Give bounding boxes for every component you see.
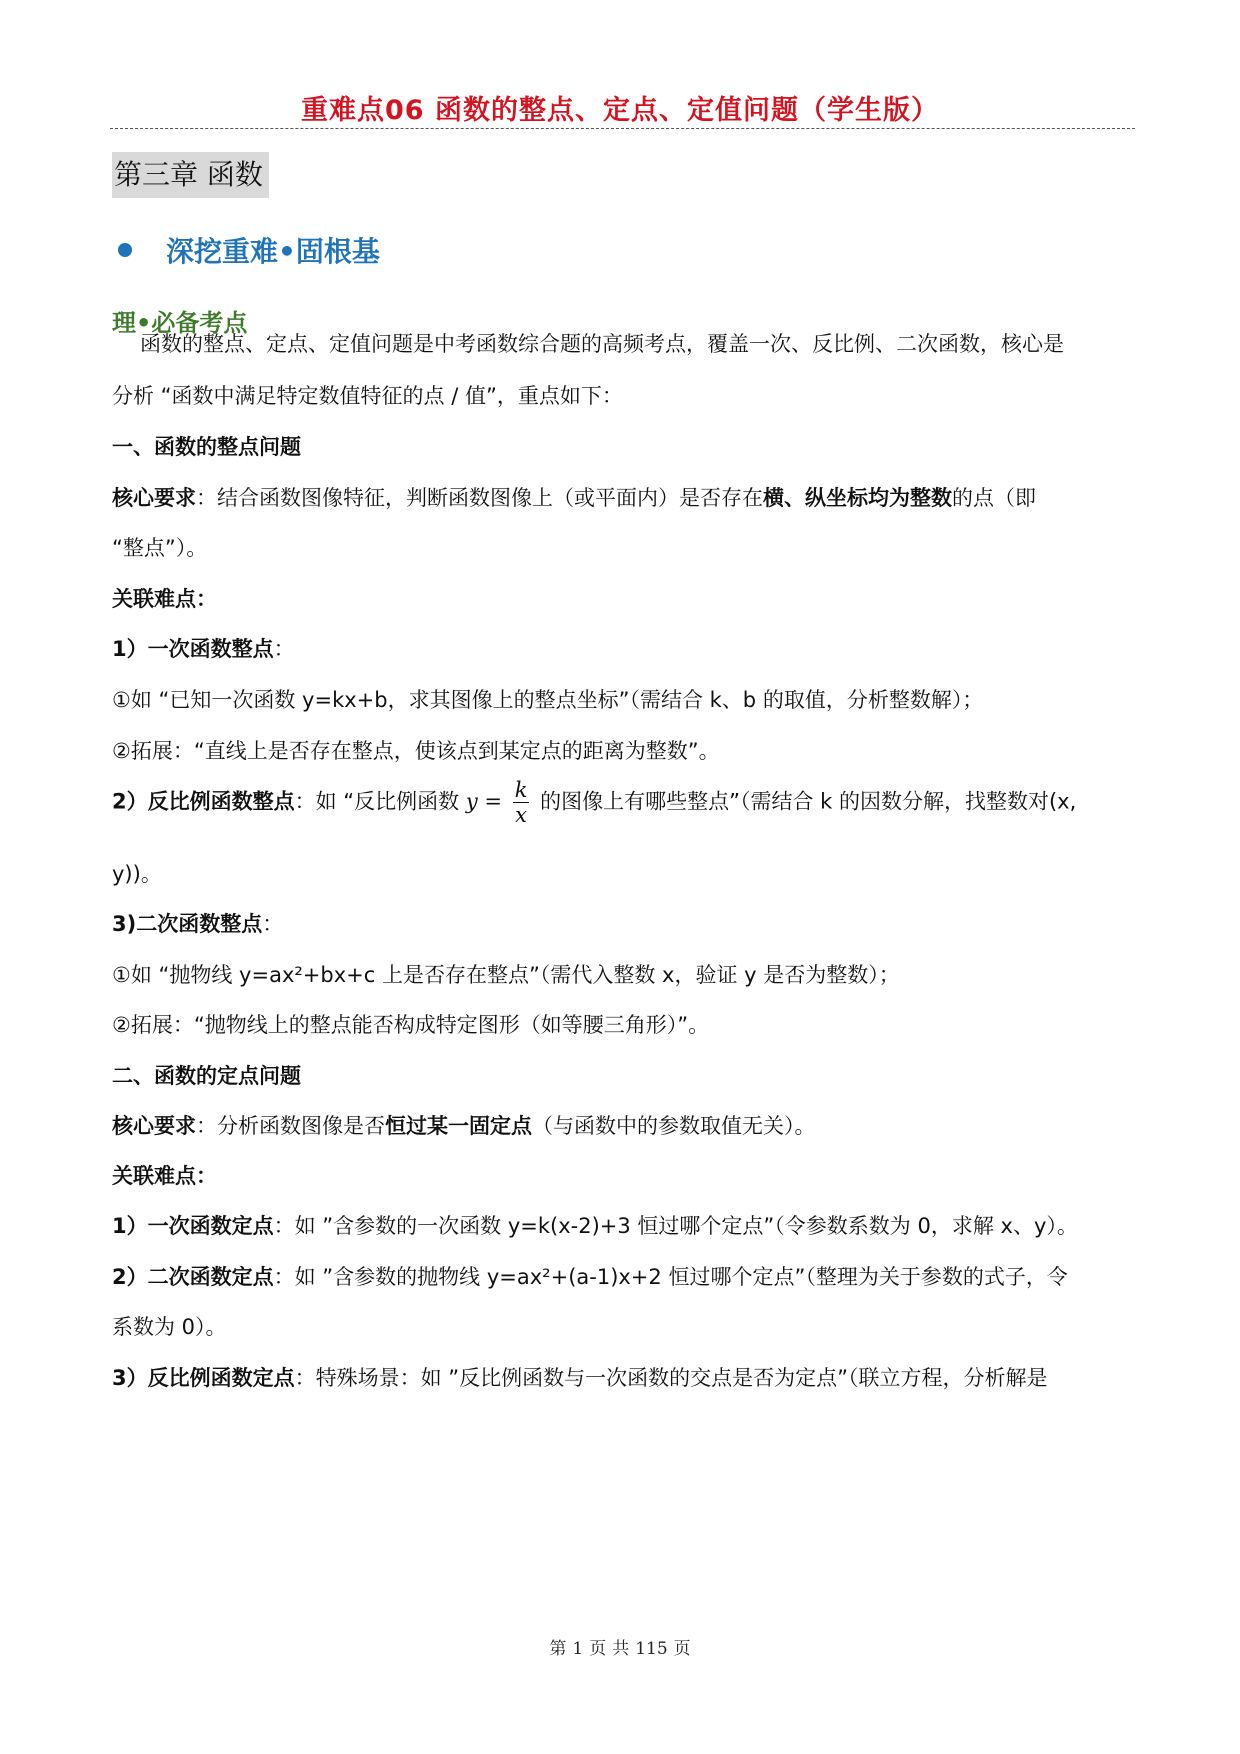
section-title: 深挖重难•固根基	[166, 235, 380, 268]
footer-di: 第	[549, 1639, 567, 1659]
fraction-k-over-x	[513, 778, 530, 827]
item1-colon: ：	[273, 637, 295, 661]
page-number: 1	[572, 1639, 584, 1659]
fraction-numerator: k	[514, 778, 528, 802]
core-bold: 横、纵坐标均为整数	[763, 486, 952, 510]
page-total: 115	[635, 1639, 668, 1659]
part1-item3-a: ①如 “抛物线 y=ax²+bx+c 上是否存在整点”（需代入整数 x，验证 y 是否为整数）；	[112, 963, 900, 987]
part2-item2	[112, 1261, 1068, 1291]
part2-item3	[112, 1362, 1048, 1392]
item3-colon: ：	[262, 912, 284, 936]
core-text-b: 的点（即	[952, 486, 1036, 510]
footer-gong: 共	[612, 1639, 630, 1659]
item3-label: 3)二次函数整点	[112, 912, 263, 936]
fraction-denominator: x	[515, 803, 527, 827]
part2-item1-text: ：如 ”含参数的一次函数 y=k(x-2)+3 恒过哪个定点”（令参数系数为 0，求解 x、y）。	[273, 1214, 1078, 1238]
item2-pre: ：如 “反比例函数	[294, 789, 466, 814]
core-text-a: ：结合函数图像特征，判断函数图像上（或平面内）是否存在	[196, 486, 763, 510]
part1-difficulty-label: 关联难点：	[112, 587, 217, 611]
part1-item1-heading	[112, 633, 295, 663]
core-bold-2: 恒过某一固定点	[385, 1114, 532, 1138]
core-text-b-2: （与函数中的参数取值无关）。	[532, 1114, 816, 1138]
part1-core-line	[112, 482, 1036, 512]
part2-difficulty-label: 关联难点：	[112, 1164, 217, 1188]
part2-item2-label: 2）二次函数定点	[112, 1265, 274, 1289]
bullet-icon	[118, 243, 132, 257]
part2-item3-text: ：特殊场景：如 ”反比例函数与一次函数的交点是否为定点”（联立方程，分析解是	[294, 1366, 1048, 1390]
part2-item2-line2: 系数为 0）。	[112, 1315, 227, 1339]
part2-heading: 二、函数的定点问题	[112, 1064, 301, 1088]
part1-item3-heading	[112, 908, 283, 938]
part2-item2-text: ：如 ”含参数的抛物线 y=ax²+(a-1)x+2 恒过哪个定点”（整理为关于参数的式子，令	[273, 1265, 1068, 1289]
item2-label: 2）反比例函数整点	[112, 789, 295, 814]
part1-core-line-2: “整点”）。	[112, 536, 208, 560]
part1-item1-b: ②拓展：“直线上是否存在整点，使该点到某定点的距离为整数”。	[112, 739, 720, 763]
part1-item1-a: ①如 “已知一次函数 y=kx+b，求其图像上的整点坐标”（需结合 k、b 的取值，分析整数解）；	[112, 688, 984, 712]
part2-item3-label: 3）反比例函数定点	[112, 1366, 295, 1390]
item2-y: y	[465, 789, 478, 814]
part2-item1-label: 1）一次函数定点	[112, 1214, 274, 1238]
page-title: 重难点06 函数的整点、定点、定值问题（学生版）	[301, 95, 939, 126]
footer-ye2: 页	[673, 1639, 691, 1659]
intro-line-2: 分析 “函数中满足特定数值特征的点 / 值”，重点如下：	[112, 384, 623, 408]
part1-item3-b: ②拓展：“抛物线上的整点能否构成特定图形（如等腰三角形）”。	[112, 1013, 710, 1037]
footer-ye: 页	[589, 1639, 607, 1659]
core-text-a-2: ：分析函数图像是否	[196, 1114, 385, 1138]
intro-line-1: 函数的整点、定点、定值问题是中考函数综合题的高频考点，覆盖一次、反比例、二次函数，核心是	[140, 332, 1064, 356]
item2-eq: =	[477, 789, 509, 814]
item2-post: 的图像上有哪些整点”（需结合 k 的因数分解，找整数对(x,	[533, 789, 1077, 814]
section-heading	[118, 230, 380, 274]
header-divider	[110, 128, 1135, 129]
part2-item1	[112, 1210, 1078, 1240]
part1-item2	[112, 778, 1076, 827]
chapter-label: 第三章 函数	[112, 152, 269, 198]
part1-item2-line2: y))。	[112, 862, 162, 886]
core-label-2: 核心要求	[112, 1114, 196, 1138]
subsection-heading: 理•必备考点	[112, 309, 248, 337]
part1-heading: 一、函数的整点问题	[112, 435, 301, 459]
part2-core-line	[112, 1110, 816, 1140]
item1-label: 1）一次函数整点	[112, 637, 274, 661]
core-label: 核心要求	[112, 486, 196, 510]
page-footer	[0, 1634, 1240, 1659]
